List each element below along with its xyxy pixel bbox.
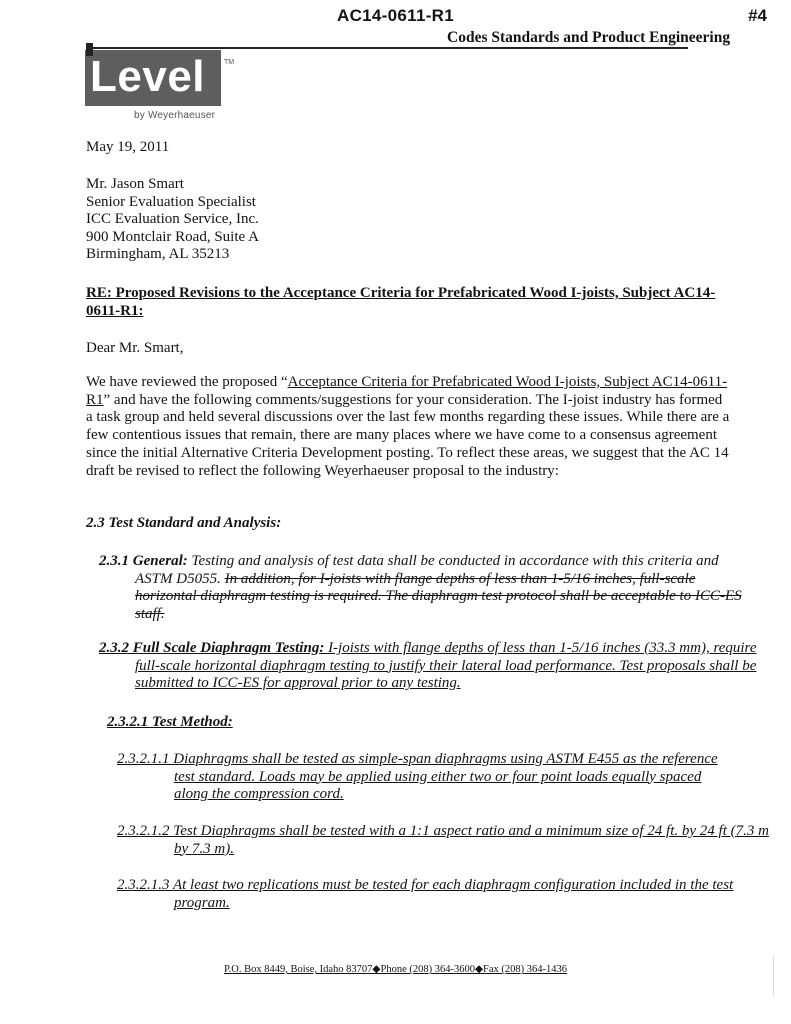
body-rest: ” and have the following comments/suggestions for your consideration. The I-joist industry has formed a task group and held several discussions over the last few months regarding these issues. While there are a few contentious issues that remain, there are many places where we have come to a consensus agreement since the initial Alternative Criteria Development posting. To reflect these areas, we suggest that the AC 14 draft be revised to reflect the following Weyerhaeuser proposal to the industry: xyxy=(86,391,730,479)
section-2-3-2 xyxy=(99,640,757,693)
logo-wordmark: Level xyxy=(90,52,206,101)
subject-line: RE: Proposed Revisions to the Acceptance Criteria for Prefabricated Wood I-joists, Subject AC14-0611-R1: xyxy=(86,285,716,319)
section-2-3-title: 2.3 Test Standard and Analysis: xyxy=(86,515,282,531)
department-heading: Codes Standards and Product Engineering xyxy=(447,29,731,46)
header-rule xyxy=(86,47,688,49)
section-2-3-2-label: 2.3.2 Full Scale Diaphragm Testing: xyxy=(99,640,325,656)
address-line: Mr. Jason Smart xyxy=(86,176,184,192)
address-line: Birmingham, AL 35213 xyxy=(86,246,230,262)
letter-date: May 19, 2011 xyxy=(86,139,170,155)
document-id: AC14-0611-R1 xyxy=(337,6,454,25)
section-2-3-2-text: I-joists with flange depths of less than 1-5/16 inches (33.3 mm), require full-scale horizontal diaphragm testing to justify their lateral load performance. Test proposals shall be submitted to ICC-ES for approval prior to any testing. xyxy=(135,640,757,692)
criteria-link[interactable]: Acceptance Criteria for Prefabricated Wood I-joists, Subject AC14-0611-R1 xyxy=(86,374,728,408)
section-2-3-1 xyxy=(99,553,755,623)
logo-byline: by Weyerhaeuser xyxy=(134,110,216,121)
section-2-3-2-1-3: 2.3.2.1.3 At least two replications must be tested for each diaphragm configuration included in the test program. xyxy=(117,877,734,911)
logo-trademark: TM xyxy=(224,59,235,66)
section-2-3-1-label: 2.3.1 General: xyxy=(99,553,188,569)
address-line: ICC Evaluation Service, Inc. xyxy=(86,211,259,227)
section-2-3-2-1-title: 2.3.2.1 Test Method: xyxy=(107,714,233,730)
body-paragraph xyxy=(86,374,732,480)
page-number: #4 xyxy=(748,6,767,25)
section-2-3-1-struck-text: In addition, for I-joists with flange depths of less than 1-5/16 inches, full-scale horizontal diaphragm testing is required. The diaphragm test protocol shall be acceptable to ICC-ES staff. xyxy=(135,570,742,622)
footer-contact: P.O. Box 8449, Boise, Idaho 83707◆Phone (208) 364-3600◆Fax (208) 364-1436 xyxy=(223,964,568,975)
address-line: 900 Montclair Road, Suite A xyxy=(86,228,259,245)
body-intro: We have reviewed the proposed “ xyxy=(86,374,288,390)
section-2-3-2-1-1: 2.3.2.1.1 Diaphragms shall be tested as simple-span diaphragms using ASTM E455 as the reference test standard. Loads may be applied using either two or four point loads equally spaced along the compression cord. xyxy=(117,751,718,803)
section-2-3-2-1-2: 2.3.2.1.2 Test Diaphragms shall be tested with a 1:1 aspect ratio and a minimum size of 24 ft. by 24 ft (7.3 m by 7.3 m). xyxy=(117,823,769,857)
scan-edge xyxy=(773,955,774,997)
section-2-3-1-text: Testing and analysis of test data shall be conducted in accordance with this criteria and ASTM D5055. xyxy=(135,553,719,587)
salutation: Dear Mr. Smart, xyxy=(86,340,184,356)
address-line: Senior Evaluation Specialist xyxy=(86,193,256,210)
